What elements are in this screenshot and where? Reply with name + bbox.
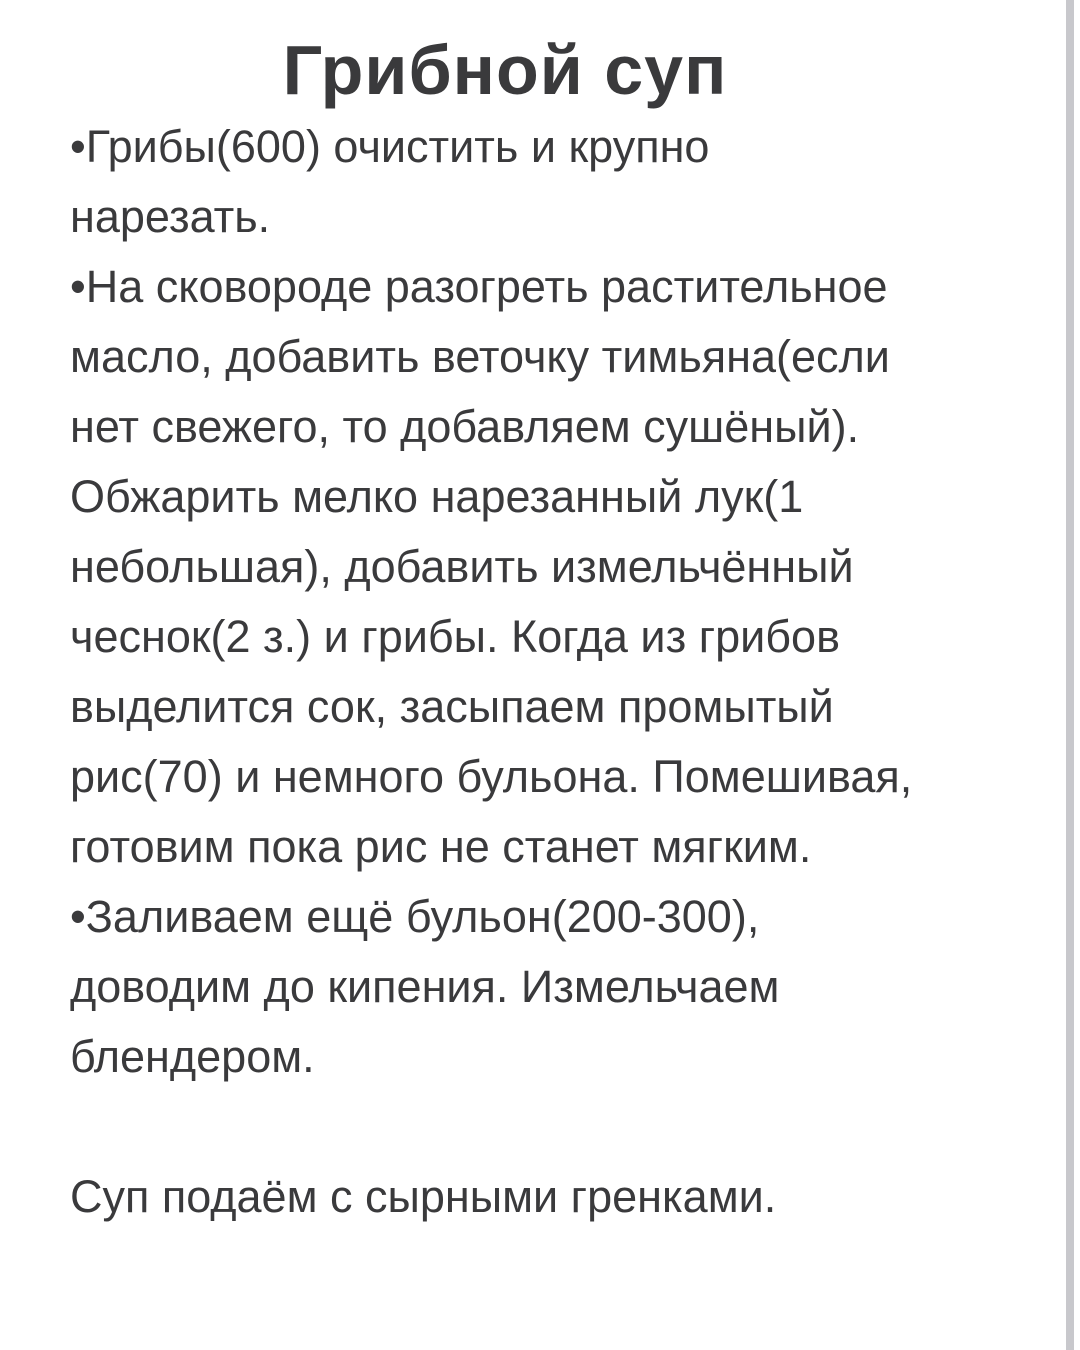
text-line: рис(70) и немного бульона. Помешивая,	[70, 751, 913, 802]
blank-line	[70, 1092, 1030, 1162]
scrollbar[interactable]	[1066, 0, 1080, 1350]
text-line: масло, добавить веточку тимьяна(если	[70, 331, 890, 382]
text-line: готовим пока рис не станет мягким.	[70, 821, 812, 872]
text-line: нарезать.	[70, 191, 271, 242]
text-line: •Грибы(600) очистить и крупно	[70, 121, 710, 172]
note-content	[70, 28, 1030, 1232]
text-line: выделится сок, засыпаем промытый	[70, 681, 834, 732]
text-line: •На сковороде разогреть растительное	[70, 261, 888, 312]
text-line: •Заливаем ещё бульон(200-300),	[70, 891, 760, 942]
recipe-title: Грибной суп	[282, 31, 728, 109]
text-line: нет свежего, то добавляем сушёный).	[70, 401, 860, 452]
text-line: доводим до кипения. Измельчаем	[70, 961, 780, 1012]
closing-line: Суп подаём с сырными гренками.	[70, 1171, 777, 1222]
text-line: небольшая), добавить измельчённый	[70, 541, 854, 592]
text-line: чеснок(2 з.) и грибы. Когда из грибов	[70, 611, 840, 662]
text-line: Обжарить мелко нарезанный лук(1	[70, 471, 804, 522]
text-line: блендером.	[70, 1031, 315, 1082]
